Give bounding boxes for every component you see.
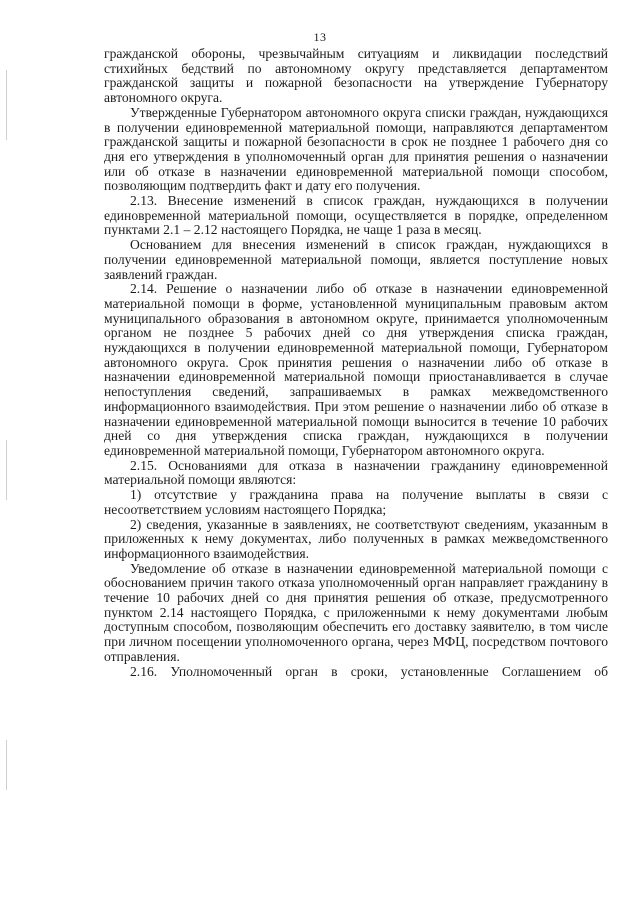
- scan-edge-mark: [6, 740, 7, 790]
- page-number: 13: [313, 30, 327, 44]
- scan-edge-mark: [6, 70, 7, 140]
- list-item: 2) сведения, указанные в заявлениях, не соответствуют сведениям, указанным в приложенных к нему документах, либо полученных в рамках межведомственного информационного взаимодействия.: [104, 516, 608, 561]
- paragraph: Утвержденные Губернатором автономного округа списки граждан, нуждающихся в получении единовременной материальной помощи, направляются департаментом гражданской защиты и пожарной безопасности в срок не позднее 1 рабочего дня со дня его утверждения в уполномоченный орган для принятия решения о назначении или об отказе в назначении единовременной материальной помощи способом, позволяющим подтвердить факт и дату его получения.: [104, 104, 608, 194]
- paragraph-clause-2-14: 2.14. Решение о назначении либо об отказе в назначении единовременной материальной помощи в форме, установленной муниципальным правовым актом муниципального образования в автономном округе, принимается уполномоченным органом не позднее 5 рабочих дней со дня утверждения списка граждан, нуждающихся в получении единовременной материальной помощи, Губернатором автономного округа. Срок принятия решения о назначении либо об отказе в назначении единовременной материальной помощи приостанавливается в случае непоступления сведений, запрашиваемых в рамках межведомственного информационного взаимодействия. При этом решение о назначении либо об отказе в назначении единовременной материальной помощи выносится в течение 10 рабочих дней со дня утверждения списка граждан, нуждающихся в получении единовременной материальной помощи, Губернатором автономного округа.: [104, 281, 608, 458]
- scan-edge-mark: [6, 440, 7, 500]
- paragraph: Основанием для внесения изменений в список граждан, нуждающихся в получении единовременной материальной помощи, является поступление новых заявлений граждан.: [104, 237, 608, 282]
- paragraph: гражданской обороны, чрезвычайным ситуациям и ликвидации последствий стихийных бедствий по автономному округу представляется департаментом гражданской защиты и пожарной безопасности на утверждение Губернатору автономного округа.: [104, 46, 608, 106]
- list-item: 1) отсутствие у гражданина права на получение выплаты в связи с несоответствием условиям настоящего Порядка;: [104, 487, 608, 517]
- paragraph-clause-2-15: 2.15. Основаниями для отказа в назначении гражданину единовременной материальной помощи являются:: [104, 457, 608, 488]
- document-body: [104, 47, 608, 679]
- paragraph: Уведомление об отказе в назначении единовременной материальной помощи с обоснованием причин такого отказа уполномоченный орган направляет гражданину в течение 10 рабочих дней со дня принятия решения об отказе, предусмотренного пунктом 2.14 настоящего Порядка, с приложенными к нему документами любым доступным способом, позволяющим обеспечить его доставку заявителю, в том числе при личном посещении уполномоченного органа, через МФЦ, посредством почтового отправления.: [104, 560, 608, 664]
- paragraph-clause-2-13: 2.13. Внесение изменений в список граждан, нуждающихся в получении единовременной материальной помощи, осуществляется в порядке, определенном пунктами 2.1 – 2.12 настоящего Порядка, не чаще 1 раза в месяц.: [104, 193, 608, 238]
- paragraph-clause-2-16: 2.16. Уполномоченный орган в сроки, установленные Соглашением об: [130, 663, 608, 679]
